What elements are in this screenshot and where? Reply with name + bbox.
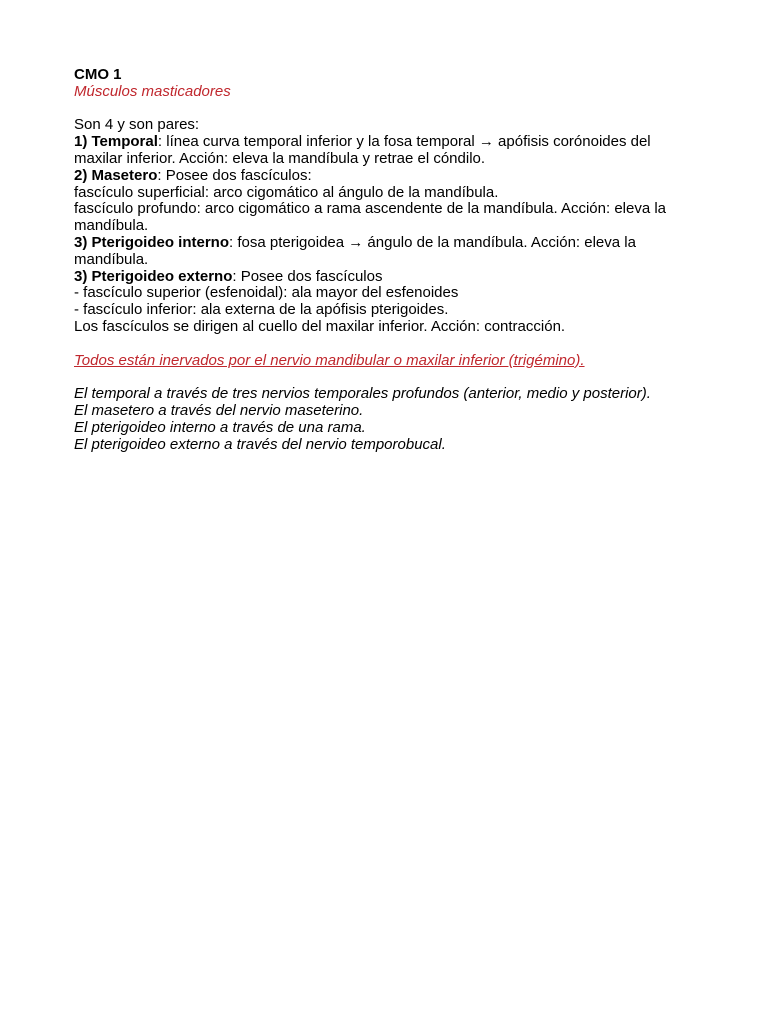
nerve-line: El pterigoideo interno a través de una rama.: [74, 418, 366, 436]
temporal-text: : línea curva temporal inferior y la fosa temporal → apófisis corónoides del: [157, 133, 651, 151]
spacer: [74, 101, 728, 118]
masetero-label: 2) Masetero: [74, 166, 158, 184]
pterigoideo-interno-label: 3) Pterigoideo interno: [74, 233, 230, 251]
masetero-text: : Posee dos fascículos:: [157, 166, 312, 184]
masetero-text-cont: mandíbula.: [74, 217, 149, 235]
masetero-profundo: fascículo profundo: arco cigomático a rama ascendente de la mandíbula. Acción: eleva la: [74, 200, 667, 218]
pterigoideo-interno-text: : fosa pterigoidea → ángulo de la mandíbula. Acción: eleva la: [229, 233, 636, 251]
masetero-entry: [74, 168, 728, 185]
pterigoideo-externo-entry: [74, 269, 728, 286]
temporal-label: 1) Temporal: [74, 133, 158, 151]
nerve-line: El temporal a través de tres nervios temporales profundos (anterior, medio y posterior).: [74, 385, 651, 403]
pterigoideo-externo-label: 3) Pterigoideo externo: [74, 267, 233, 285]
nerve-line: El pterigoideo externo a través del nervio temporobucal.: [74, 435, 446, 453]
masetero-superficial: fascículo superficial: arco cigomático al ángulo de la mandíbula.: [74, 183, 499, 201]
pterigoideo-externo-superior: - fascículo superior (esfenoidal): ala mayor del esfenoides: [74, 284, 459, 302]
pterigoideo-interno-entry: [74, 235, 728, 252]
nerve-line: El masetero a través del nervio maseterino.: [74, 401, 364, 419]
innervation-note: Todos están inervados por el nervio mandibular o maxilar inferior (trigémino).: [74, 351, 585, 369]
document-subtitle: Músculos masticadores: [74, 82, 231, 100]
pterigoideo-interno-text-cont: mandíbula.: [74, 250, 149, 268]
intro-text: Son 4 y son pares:: [74, 116, 200, 134]
pterigoideo-externo-text: : Posee dos fascículos: [232, 267, 383, 285]
pterigoideo-externo-inferior: - fascículo inferior: ala externa de la apófisis pterigoides.: [74, 301, 449, 319]
spacer: [74, 336, 728, 353]
document-title: CMO 1: [74, 66, 122, 83]
spacer: [74, 369, 728, 386]
temporal-text-cont: maxilar inferior. Acción: eleva la mandíbula y retrae el cóndilo.: [74, 149, 486, 167]
pterigoideo-externo-text-cont: Los fascículos se dirigen al cuello del maxilar inferior. Acción: contracción.: [74, 317, 566, 335]
temporal-entry: [74, 134, 728, 151]
